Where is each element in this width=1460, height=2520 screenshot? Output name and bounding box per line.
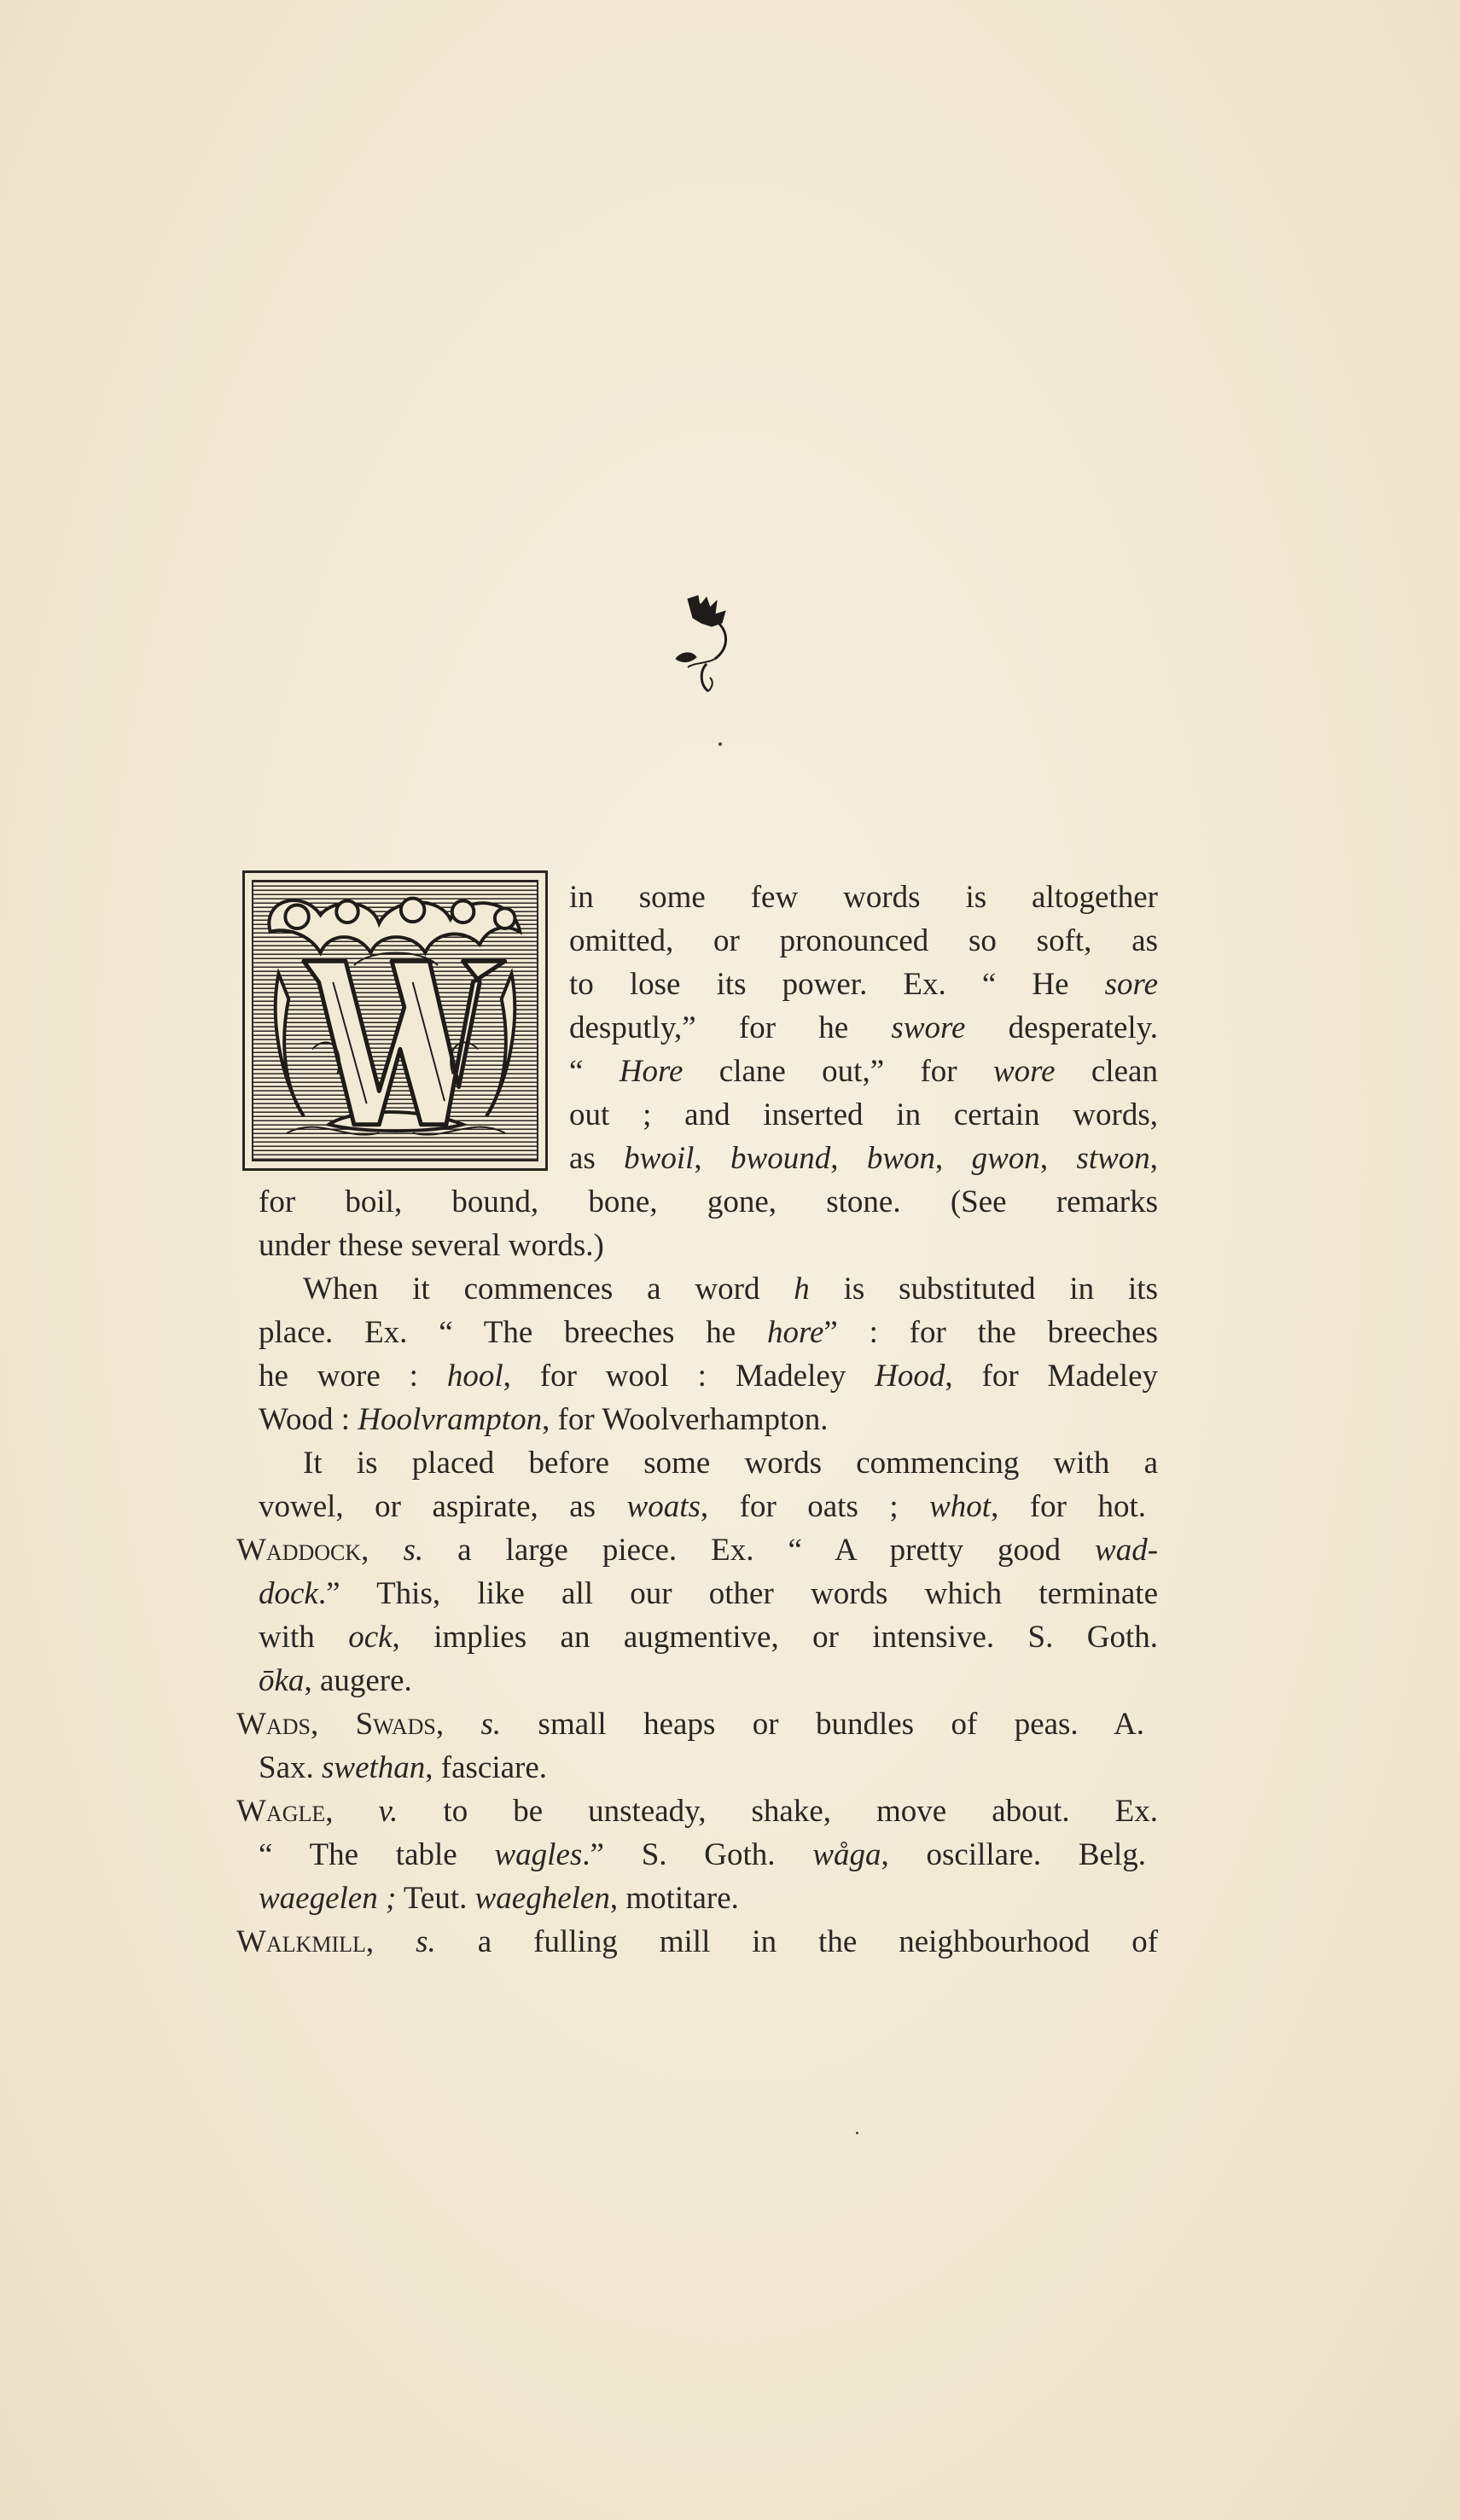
text-line: in some few words is altogether — [569, 880, 1158, 915]
text-line: Walkmill, s. a fulling mill in the neighbourhood of — [236, 1924, 1159, 1959]
text-line: for boil, bound, bone, gone, stone. (See remarks — [259, 1184, 1158, 1219]
text-line: Wagle, v. to be unsteady, shake, move about. Ex. — [236, 1794, 1158, 1829]
text-line: as bwoil, bwound, bwon, gwon, stwon, — [569, 1141, 1159, 1176]
text-line: Wads, Swads, s. small heaps or bundles of peas. A. — [236, 1707, 1145, 1742]
text-line: Sax. swethan, fasciare. — [259, 1750, 548, 1785]
text-line: Waddock, s. a large piece. Ex. “ A pretty good wad- — [236, 1533, 1159, 1568]
text-line: “ The table wagles.” S. Goth. wåga, oscillare. Belg. — [259, 1837, 1146, 1872]
text-line: vowel, or aspirate, as woats, for oats ; whot, for hot. — [259, 1489, 1146, 1524]
text-line: dock.” This, like all our other words which terminate — [259, 1576, 1158, 1611]
text-line: with ock, implies an augmentive, or intensive. S. Goth. — [259, 1620, 1159, 1655]
text-line: When it commences a word h is substituted in its — [303, 1272, 1158, 1307]
text-line: he wore : hool, for wool : Madeley Hood, for Madeley — [259, 1359, 1158, 1394]
text-line: Wood : Hoolvrampton, for Woolverhampton. — [259, 1402, 829, 1437]
text-line: under these several words.) — [259, 1228, 604, 1263]
text-line: desputly,” for he swore desperately. — [569, 1010, 1158, 1045]
text-line: ōka, augere. — [259, 1663, 412, 1698]
text-line: to lose its power. Ex. “ He sore — [569, 967, 1158, 1002]
text-line: “ Hore clane out,” for wore clean — [569, 1054, 1158, 1089]
text-line: waegelen ; Teut. waeghelen, motitare. — [259, 1881, 739, 1916]
text-line: omitted, or pronounced so soft, as — [569, 923, 1158, 958]
text-line: out ; and inserted in certain words, — [569, 1097, 1158, 1132]
text-line: place. Ex. “ The breeches he hore” : for the breeches — [259, 1315, 1158, 1350]
text-line: It is placed before some words commencing with a — [303, 1446, 1158, 1481]
